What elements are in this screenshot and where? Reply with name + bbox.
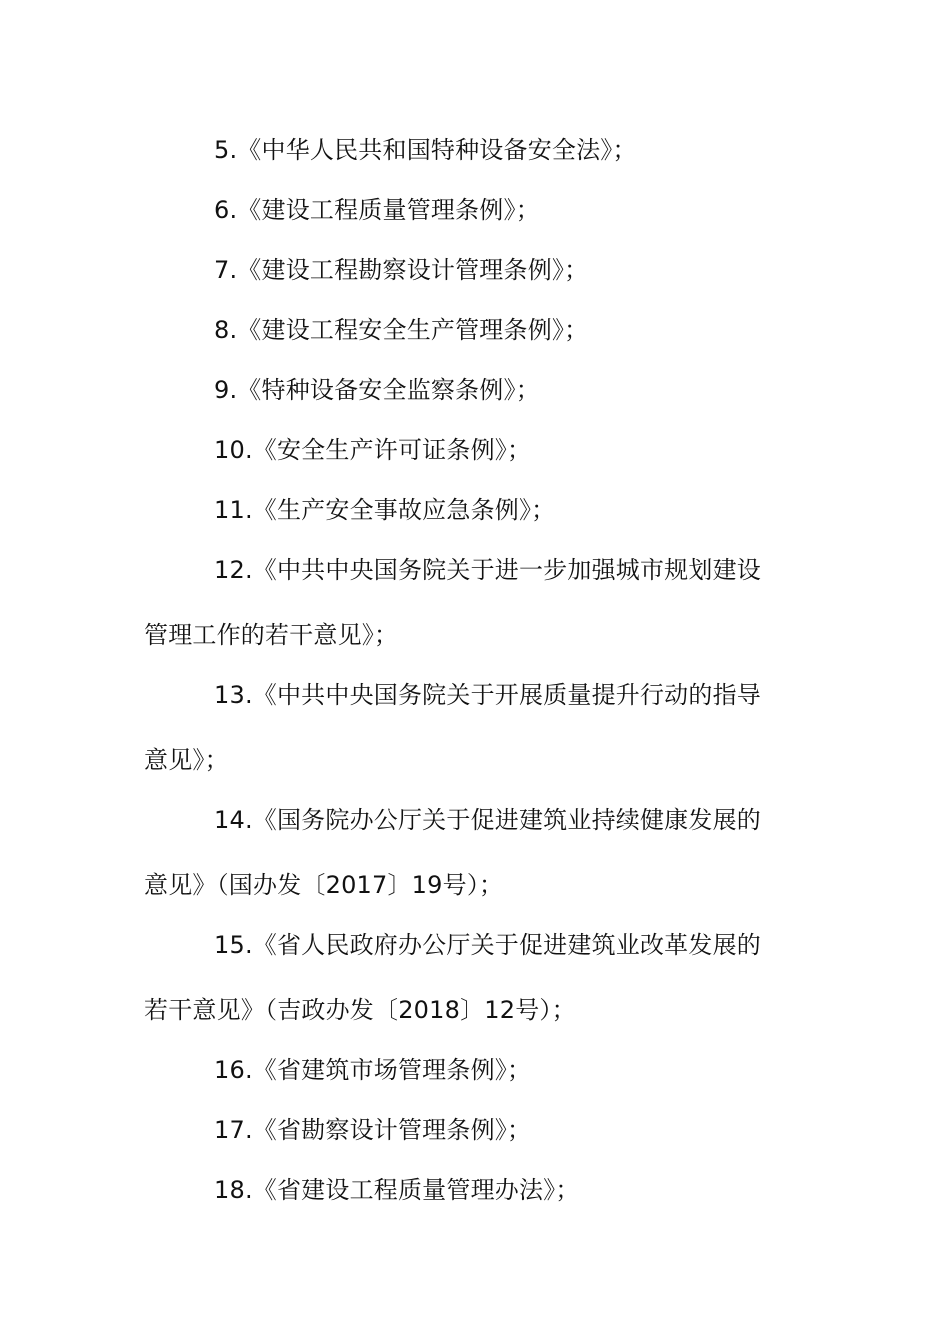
list-item: 10.《安全生产许可证条例》； — [214, 436, 532, 464]
list-item-continuation: 若干意见》（吉政办发〔2018〕12号）； — [144, 996, 576, 1024]
list-item: 9.《特种设备安全监察条例》； — [214, 376, 540, 404]
list-item: 14.《国务院办公厅关于促进建筑业持续健康发展的 — [214, 806, 761, 834]
list-item: 5.《中华人民共和国特种设备安全法》； — [214, 136, 637, 164]
list-item: 8.《建设工程安全生产管理条例》； — [214, 316, 589, 344]
list-item: 17.《省勘察设计管理条例》； — [214, 1116, 532, 1144]
list-item: 13.《中共中央国务院关于开展质量提升行动的指导 — [214, 681, 761, 709]
list-item: 18.《省建设工程质量管理办法》； — [214, 1176, 580, 1204]
list-item: 12.《中共中央国务院关于进一步加强城市规划建设 — [214, 556, 761, 584]
list-item-continuation: 意见》（国办发〔2017〕19号）； — [144, 871, 504, 899]
list-item-continuation: 意见》； — [144, 746, 229, 774]
list-item: 15.《省人民政府办公厅关于促进建筑业改革发展的 — [214, 931, 761, 959]
list-item-continuation: 管理工作的若干意见》； — [144, 621, 399, 649]
list-item: 6.《建设工程质量管理条例》； — [214, 196, 540, 224]
list-item: 11.《生产安全事故应急条例》； — [214, 496, 556, 524]
list-item: 16.《省建筑市场管理条例》； — [214, 1056, 532, 1084]
list-item: 7.《建设工程勘察设计管理条例》； — [214, 256, 589, 284]
